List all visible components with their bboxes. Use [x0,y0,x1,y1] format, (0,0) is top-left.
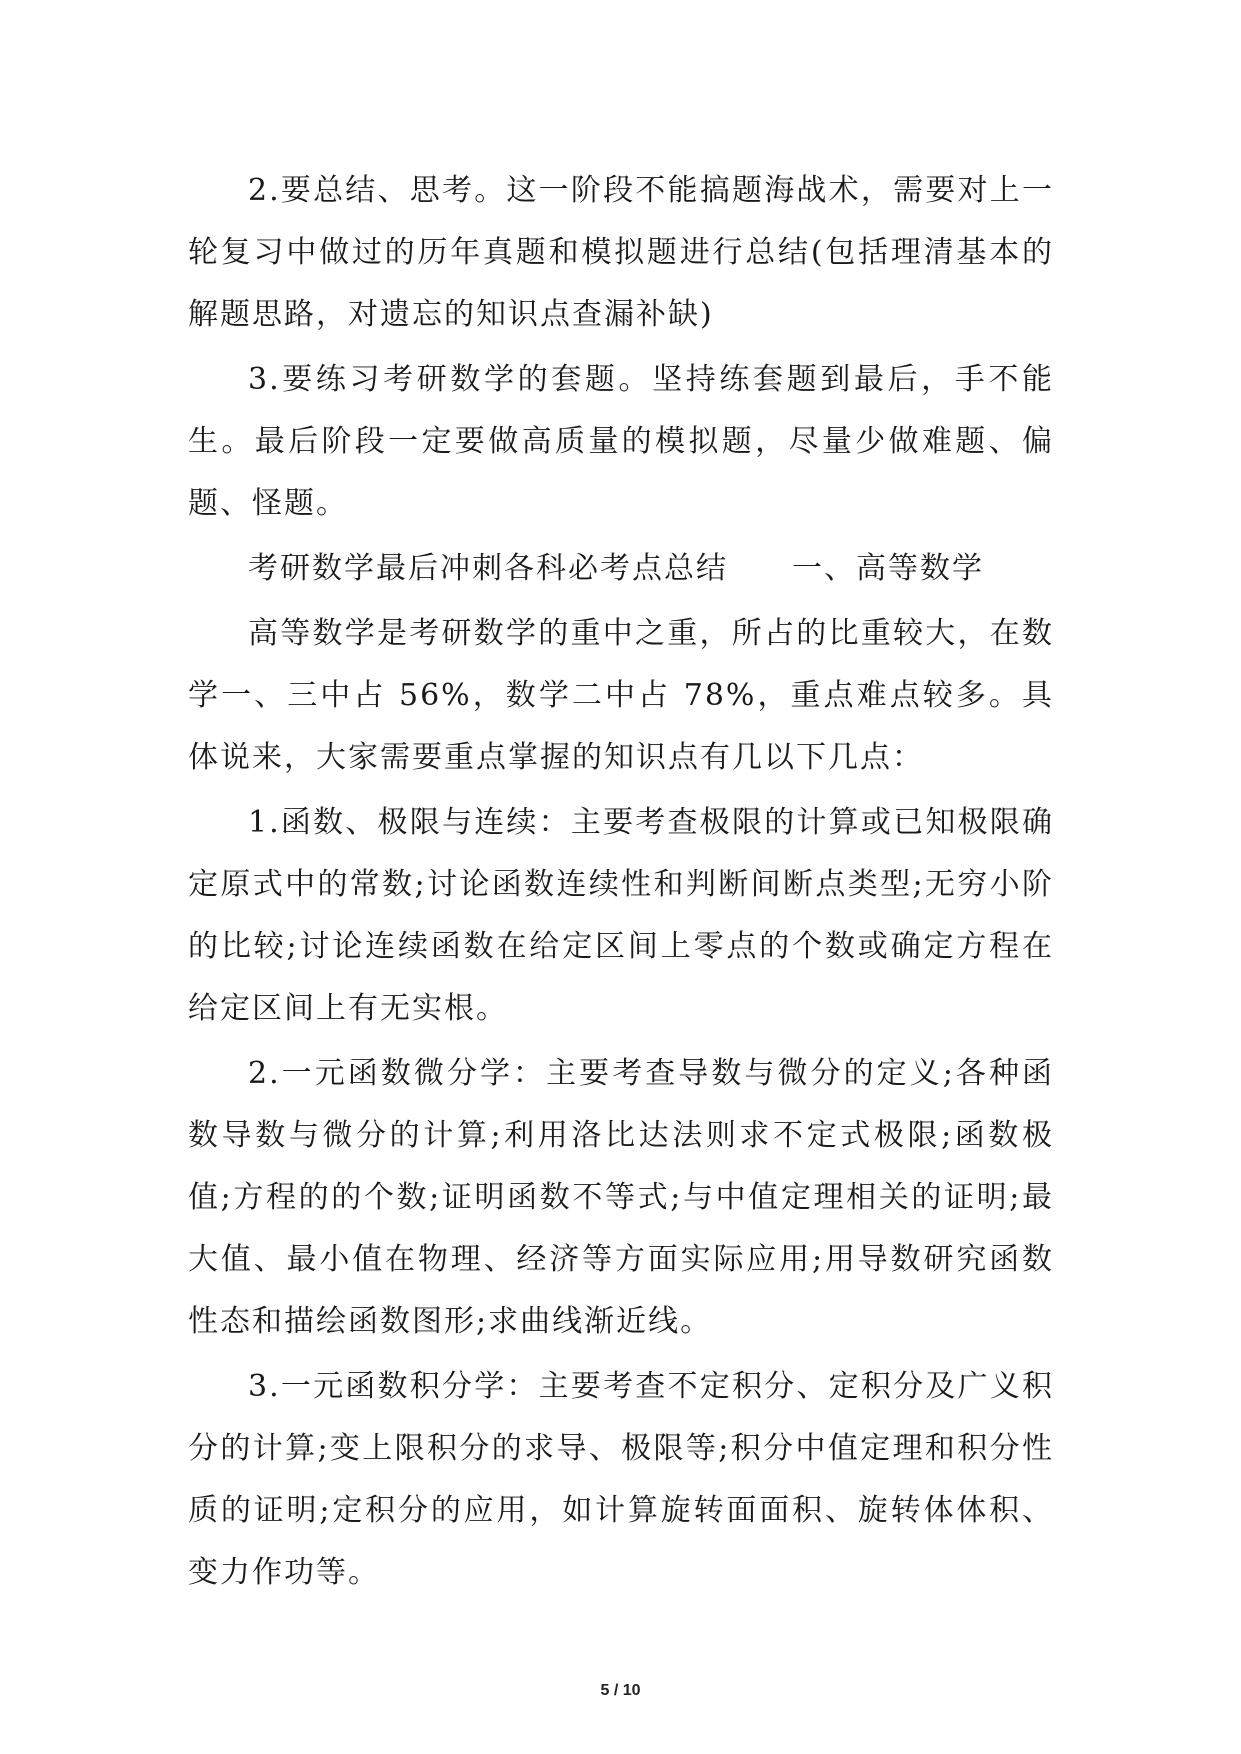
paragraph-differential-calculus: 2.一元函数微分学：主要考查导数与微分的定义;各种函数导数与微分的计算;利用洛比达法则求不定式极限;函数极值;方程的的个数;证明函数不等式;与中值定理相关的证明;最大值、最小值在物理、经济等方面实际应用;用导数研究函数性态和描绘函数图形;求曲线渐近线。 [188,1056,1054,1339]
paragraph-functions-limits: 1.函数、极限与连续：主要考查极限的计算或已知极限确定原式中的常数;讨论函数连续性和判断间断点类型;无穷小阶的比较;讨论连续函数在给定区间上零点的个数或确定方程在给定区间上有无实根。 [188,805,1054,1026]
document-body [188,160,1054,1604]
page-number: 5 / 10 [600,1682,641,1699]
paragraph-integral-calculus: 3.一元函数积分学：主要考查不定积分、定积分及广义积分的计算;变上限积分的求导、极限等;积分中值定理和积分性质的证明;定积分的应用，如计算旋转面面积、旋转体体积、变力作功等。 [188,1369,1054,1590]
paragraph-practice-sets: 3.要练习考研数学的套题。坚持练套题到最后，手不能生。最后阶段一定要做高质量的模拟题，尽量少做难题、偏题、怪题。 [188,362,1054,521]
paragraph-advanced-math-intro: 高等数学是考研数学的重中之重，所占的比重较大，在数学一、三中占 56%，数学二中占 78%，重点难点较多。具体说来，大家需要重点掌握的知识点有几以下几点： [188,616,1054,775]
paragraph-summary-reflect: 2.要总结、思考。这一阶段不能搞题海战术，需要对上一轮复习中做过的历年真题和模拟题进行总结(包括理清基本的解题思路，对遗忘的知识点查漏补缺) [188,173,1054,332]
section-heading-advanced-math: 考研数学最后冲刺各科必考点总结 一、高等数学 [248,551,984,586]
